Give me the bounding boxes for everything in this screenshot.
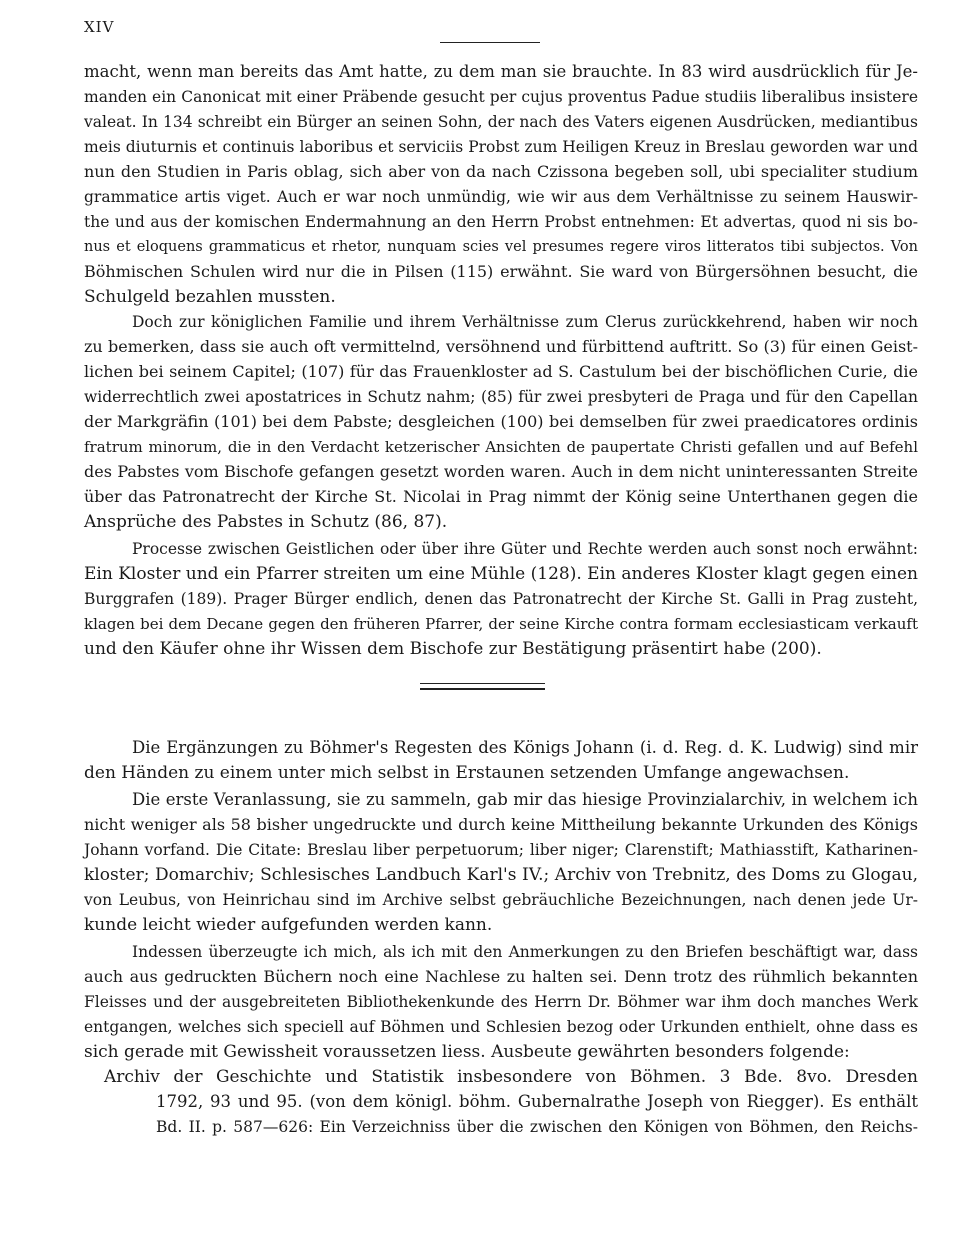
text-line: klagen bei dem Decane gegen den früheren Pfarrer, der seine Kirche contra formam ecclesiasticam verkauft [84,615,918,633]
text-line: kloster; Domarchiv; Schlesisches Landbuch Karl's IV.; Archiv von Trebnitz, des Doms zu Glogau, [84,865,918,885]
text-line: the und aus der komischen Endermahnung an den Herrn Probst entnehmen: Et advertas, quod ni sis bo- [84,213,918,231]
text-line: kunde leicht wieder aufgefunden werden kann. [84,915,493,935]
text-line: der Markgräfin (101) bei dem Pabste; desgleichen (100) bei demselben für zwei praedicatores ordinis [84,412,918,431]
section-separator-thin [420,683,545,684]
text-line: des Pabstes vom Bischofe gefangen gesetzt worden waren. Auch in dem nicht uninteressanten Streite [84,462,918,481]
text-line: Bd. II. p. 587—626: Ein Verzeichniss über die zwischen den Königen von Böhmen, den Reichs- [156,1118,918,1136]
text-line: entgangen, welches sich speciell auf Böhmen und Schlesien bezog oder Urkunden enthielt, ohne dass es [84,1018,918,1036]
entry-title-line: Archiv der Geschichte und Statistik insbesondere von Böhmen. 3 Bde. 8vo. Dresden [104,1067,918,1087]
text-line: Doch zur königlichen Familie und ihrem Verhältnisse zum Clerus zurückkehrend, haben wir noch [132,313,918,331]
text-line: Böhmischen Schulen wird nur die in Pilsen (115) erwähnt. Sie ward von Bürgersöhnen besucht, die [84,262,918,281]
text-line: den Händen zu einem unter mich selbst in Erstaunen setzenden Umfange angewachsen. [84,763,850,783]
text-line: widerrechtlich zwei apostatrices in Schutz nahm; (85) für zwei presbyteri de Praga und für den Capellan [84,388,918,406]
text-line: auch aus gedruckten Büchern noch eine Nachlese zu halten sei. Denn trotz des rühmlich bekannten [84,967,918,986]
text-line: Fleisses und der ausgebreiteten Bibliothekenkunde des Herrn Dr. Böhmer war ihm doch manches Werk [84,993,918,1011]
text-line: fratrum minorum, die in den Verdacht ketzerischer Ansichten de paupertate Christi gefallen und auf Befehl [84,438,918,456]
text-line: sich gerade mit Gewissheit voraussetzen liess. Ausbeute gewährten besonders folgende: [84,1042,850,1062]
text-line: zu bemerken, dass sie auch oft vermittelnd, versöhnend und fürbittend auftritt. So (3) für einen Geist- [84,337,918,356]
text-line: lichen bei seinem Capitel; (107) für das Frauenkloster ad S. Castulum bei der bischöflichen Curie, die [84,362,918,381]
text-line: Ein Kloster und ein Pfarrer streiten um eine Mühle (128). Ein anderes Kloster klagt gegen einen [84,564,918,584]
text-line: Processe zwischen Geistlichen oder über ihre Güter und Rechte werden auch sonst noch erwähnt: [132,540,918,558]
text-line: 1792, 93 und 95. (von dem königl. böhm. Gubernalrathe Joseph von Riegger). Es enthält [156,1092,918,1111]
section-separator-thick [420,688,545,690]
text-line: Die Ergänzungen zu Böhmer's Regesten des Königs Johann (i. d. Reg. d. K. Ludwig) sind mir [132,738,918,757]
text-line: meis diuturnis et continuis laboribus et serviciis Probst zum Heiligen Kreuz in Breslau geworden war und [84,138,918,156]
text-line: manden ein Canonicat mit einer Präbende gesucht per cujus proventus Padue studiis liberalibus insistere [84,88,918,106]
header-rule [440,42,540,43]
text-line: nun den Studien in Paris oblag, sich aber von da nach Czissona begeben soll, ubi specialiter studium [84,162,918,181]
text-line: nicht weniger als 58 bisher ungedruckte und durch keine Mittheilung bekannte Urkunden des Königs [84,815,918,834]
text-line: von Leubus, von Heinrichau sind im Archive selbst gebräuchliche Bezeichnungen, nach denen jede Ur- [84,891,918,909]
text-line: über das Patronatrecht der Kirche St. Nicolai in Prag nimmt der König seine Unterthanen gegen die [84,487,918,506]
text-line: valeat. In 134 schreibt ein Bürger an seinen Sohn, der nach des Vaters eigenen Ausdrücken, mediantibus [84,113,918,131]
text-line: Die erste Veranlassung, sie zu sammeln, gab mir das hiesige Provinzialarchiv, in welchem ich [132,790,918,809]
text-line: grammatice artis viget. Auch er war noch unmündig, wie wir aus dem Verhältnisse zu seinem Hauswir- [84,188,918,206]
text-line: Johann vorfand. Die Citate: Breslau liber perpetuorum; liber niger; Clarenstift; Mathiasstift, Katharinen- [84,841,918,859]
text-line: Schulgeld bezahlen mussten. [84,287,336,307]
text-line: Indessen überzeugte ich mich, als ich mit den Anmerkungen zu den Briefen beschäftigt war, dass [132,943,918,961]
text-line: macht, wenn man bereits das Amt hatte, zu dem man sie brauchte. In 83 wird ausdrücklich für Je- [84,62,918,81]
text-line: und den Käufer ohne ihr Wissen dem Bischofe zur Bestätigung präsentirt habe (200). [84,639,822,659]
text-line: nus et eloquens grammaticus et rhetor, nunquam scies vel presumes regere viros litteratos tibi subjectos. Von [84,239,918,255]
page-number: XIV [84,18,115,36]
text-line: Burggrafen (189). Prager Bürger endlich, denen das Patronatrecht der Kirche St. Galli in Prag zusteht, [84,590,918,608]
text-line: Ansprüche des Pabstes in Schutz (86, 87). [84,512,448,532]
